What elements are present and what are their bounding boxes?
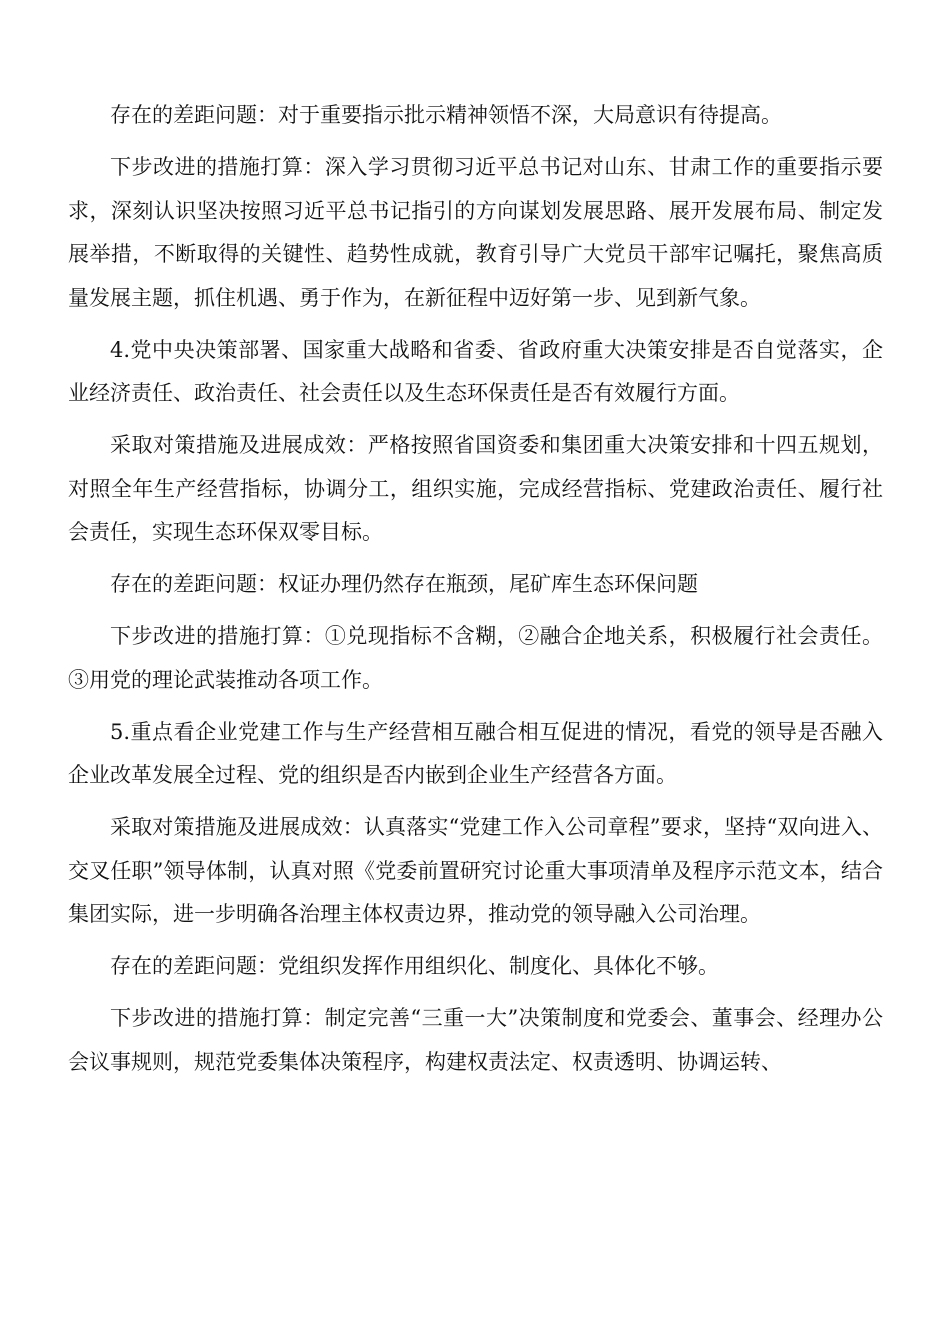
paragraph-gap-issue-5: 存在的差距问题：党组织发挥作用组织化、制度化、具体化不够。 — [110, 954, 719, 978]
paragraph-item-4-heading: 4.党中央决策部署、国家重大战略和省委、省政府重大决策安排是否自觉落实，企业经济责任、政治责任、社会责任以及生态环保责任是否有效履行方面。 — [68, 337, 883, 405]
paragraph-measures-progress-5: 采取对策措施及进展成效：认真落实“党建工作入公司章程”要求，坚持“双向进入、交叉任职”领导体制，认真对照《党委前置研究讨论重大事项清单及程序示范文本，结合集团实际，进一步明确各治理主体权责边界，推动党的领导融入公司治理。 — [68, 815, 883, 926]
paragraph-improvement-plan-1: 下步改进的措施打算：深入学习贯彻习近平总书记对山东、甘肃工作的重要指示要求，深刻认识坚决按照习近平总书记指引的方向谋划发展思路、展开发展布局、制定发展举措，不断取得的关键性、趋势性成就，教育引导广大党员干部牢记嘱托，聚焦高质量发展主题，抓住机遇、勇于作为，在新征程中迈好第一步、见到新气象。 — [68, 155, 883, 310]
paragraph-improvement-plan-5: 下步改进的措施打算：制定完善“三重一大”决策制度和党委会、董事会、经理办公会议事规则，规范党委集体决策程序，构建权责法定、权责透明、协调运转、 — [68, 1006, 883, 1074]
paragraph-gap-issue-4: 存在的差距问题：权证办理仍然存在瓶颈，尾矿库生态环保问题 — [110, 572, 698, 596]
paragraph-measures-progress-4: 采取对策措施及进展成效：严格按照省国资委和集团重大决策安排和十四五规划，对照全年生产经营指标，协调分工，组织实施，完成经营指标、党建政治责任、履行社会责任，实现生态环保双零目标。 — [68, 433, 883, 544]
paragraph-gap-issue-1: 存在的差距问题：对于重要指示批示精神领悟不深，大局意识有待提高。 — [110, 103, 782, 127]
paragraph-item-5-heading: 5.重点看企业党建工作与生产经营相互融合相互促进的情况，看党的领导是否融入企业改革发展全过程、党的组织是否内嵌到企业生产经营各方面。 — [68, 719, 883, 787]
paragraph-improvement-plan-4: 下步改进的措施打算：①兑现指标不含糊，②融合企地关系，积极履行社会责任。③用党的理论武装推动各项工作。 — [68, 624, 883, 692]
document-body — [68, 94, 883, 1093]
